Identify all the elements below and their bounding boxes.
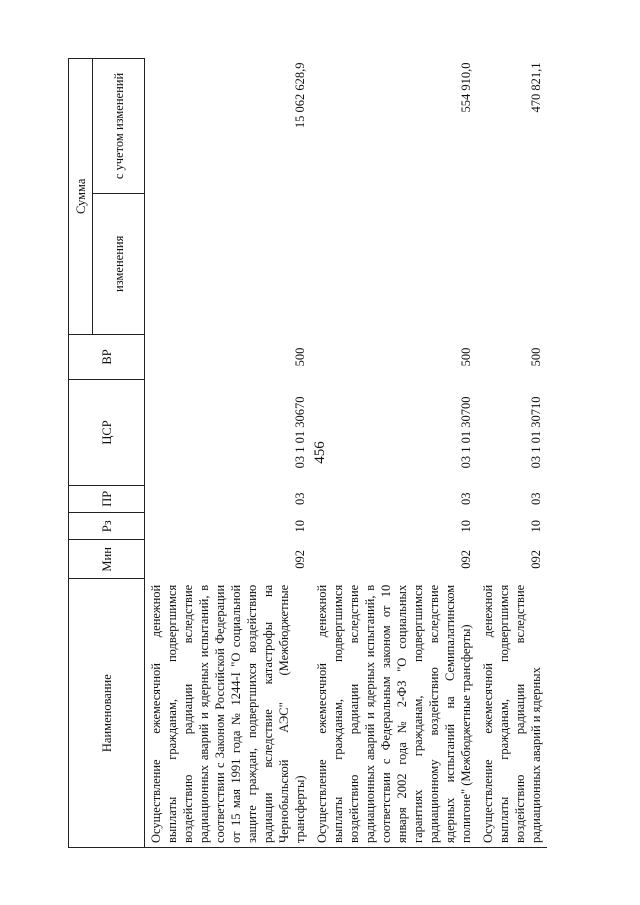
row-uch: 470 821,1	[529, 62, 543, 113]
row-name: Осуществление ежемесячной денежной выплаты гражданам, подвергшимся воздействию радиации вследствие радиационных аварий и ядерных испытаний, в соответствии с Законом Российской Федерации от 15 мая 1991 года № 1244-I "О социальной защите граждан, подвергшихся воздействию радиации вследствие катастрофы на Чернобыльской АЭС" (Межбюджетные трансферты)	[145, 579, 312, 848]
table-header	[69, 59, 145, 848]
row-pr: 03	[145, 485, 312, 512]
row-csr: 03 1 01 30670	[145, 380, 312, 485]
table-row	[145, 59, 312, 848]
header-vr: ВР	[69, 334, 145, 380]
row-izm	[311, 193, 477, 334]
row-vr: 500	[459, 347, 473, 367]
row-uch: 15 062 628,9	[145, 59, 312, 194]
row-pr: 03	[459, 492, 473, 506]
row-izm	[145, 193, 312, 334]
row-rz: 10	[459, 519, 473, 533]
header-csr: ЦСР	[69, 380, 145, 485]
row-vr: 500	[145, 334, 312, 380]
row-vr: 500	[529, 347, 543, 367]
header-izm: изменения	[93, 193, 145, 334]
row-min: 092	[529, 549, 543, 569]
row-name: Осуществление ежемесячной денежной выплаты гражданам, подвергшимся воздействию радиации вследствие радиационных аварий и ядерных испытаний, в соответствии с Федеральным законом от 10 января 2002 года № 2-ФЗ "О социальных гарантиях гражданам, подвергшимся радиационному воздействию вследствие ядерных испытаний на Семипалатинском полигоне" (Межбюджетные трансферты)	[311, 579, 477, 848]
budget-table	[68, 58, 547, 848]
header-min: Мин	[69, 540, 145, 579]
header-pr: ПР	[69, 485, 145, 512]
header-sum: Сумма	[69, 59, 93, 335]
row-uch: 554 910,0	[459, 62, 473, 113]
row-min: 092	[145, 540, 312, 579]
table-row	[311, 59, 477, 848]
header-name: Наименование	[69, 579, 145, 848]
row-csr: 03 1 01 30700	[459, 396, 473, 469]
table-row	[477, 59, 547, 848]
budget-table-container	[68, 58, 610, 848]
header-uch: с учетом изменений	[93, 59, 145, 194]
row-izm	[477, 193, 547, 334]
header-rz: Рз	[69, 512, 145, 539]
page-number-text: 456	[311, 440, 328, 464]
row-rz: 10	[145, 512, 312, 539]
row-name: Осуществление ежемесячной денежной выплаты гражданам, подвергшимся воздействию радиации вследствие радиационных аварий и ядерных	[477, 579, 547, 848]
row-rz: 10	[529, 519, 543, 533]
row-pr: 03	[529, 492, 543, 506]
row-min: 092	[459, 549, 473, 569]
row-csr: 03 1 01 30710	[529, 396, 543, 469]
